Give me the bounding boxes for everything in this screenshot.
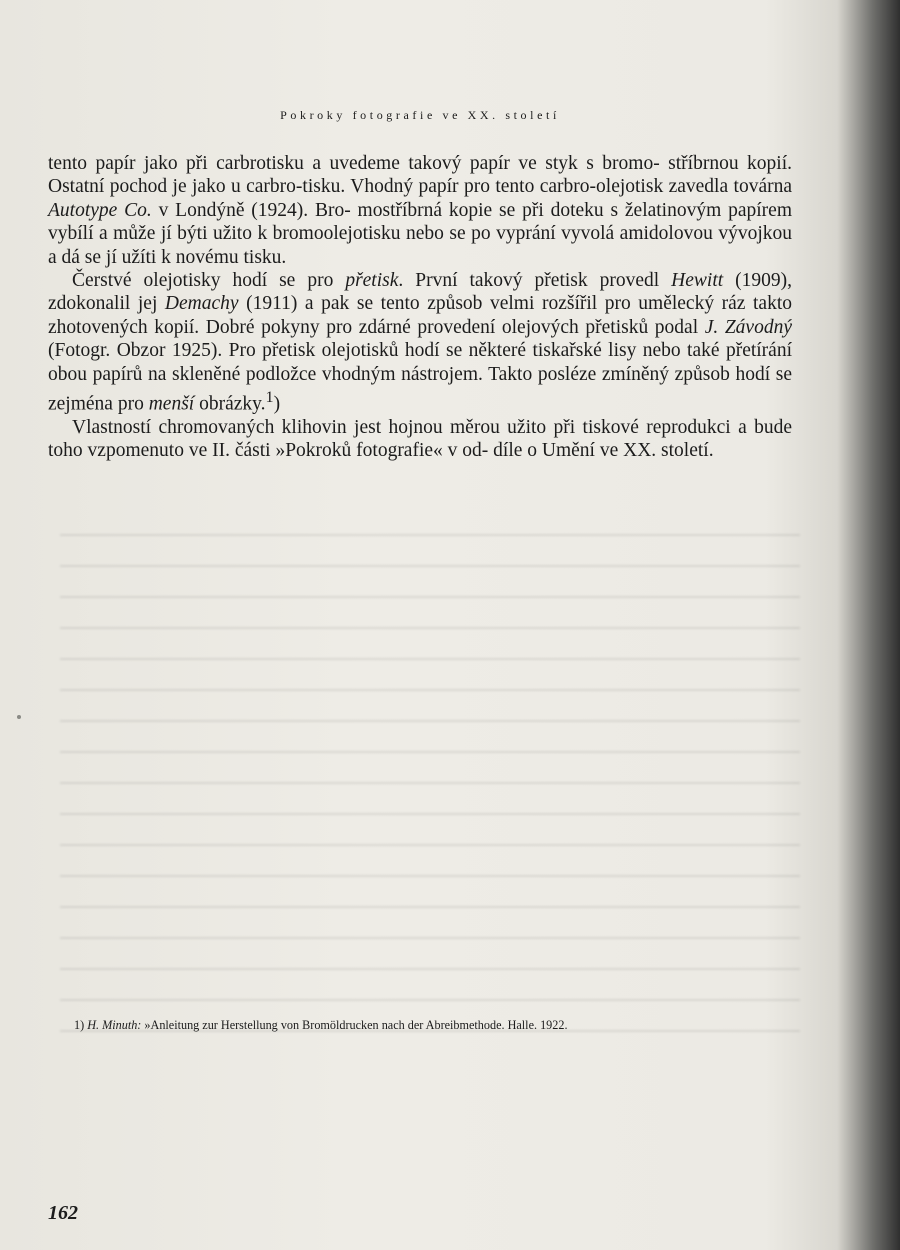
paragraph-1: tento papír jako při carbrotisku a uvedeme takový papír ve styk s bromo- stříbrnou kopií. Ostatní pochod je jako u carbro-tisku. Vhodný papír pro tento carbro-olejotisk zavedla továrna Autotype Co. v Londýně (1924). Bro- mostříbrná kopie se při doteku s želatinovým papírem vybílí a může jí býti užito k bromoolejotisku nebo se po vyprání vyvolá amidolovou vývojkou a dá se jí užíti k novému tisku.	[48, 153, 792, 268]
footnote: 1) H. Minuth: »Anleitung zur Herstellung von Bromöldrucken nach der Abreibmethode. Halle. 1922.	[74, 1018, 568, 1032]
paragraph-3: Vlastností chromovaných klihovin jest hojnou měrou užito při tiskové reprodukci a bude toho vzpomenuto ve II. části »Pokroků fotografie« v od- díle o Umění ve XX. století.	[48, 416, 792, 462]
running-header: Pokroky fotografie ve XX. století	[280, 108, 560, 122]
body-text	[48, 152, 792, 463]
paragraph-2: Čerstvé olejotisky hodí se pro přetisk. První takový přetisk provedl Hewitt (1909), zdokonalil jej Demachy (1911) a pak se tento způsob velmi rozšířil pro umělecký ráz takto zhotovených kopií. Dobré pokyny pro zdárné provedení olejových přetisků podal J. Závodný (Fotogr. Obzor 1925). Pro přetisk olejotisků hodí se některé tiskařské lisy nebo také přetírání obou papírů na skleněné podložce vhodným nástrojem. Takto posléze zmíněný způsob hodí se zejména pro menší obrázky.$^1$)	[48, 270, 793, 415]
show-through-text	[60, 520, 800, 1060]
binding-hole	[17, 715, 21, 719]
page-number: 162	[48, 1202, 78, 1224]
